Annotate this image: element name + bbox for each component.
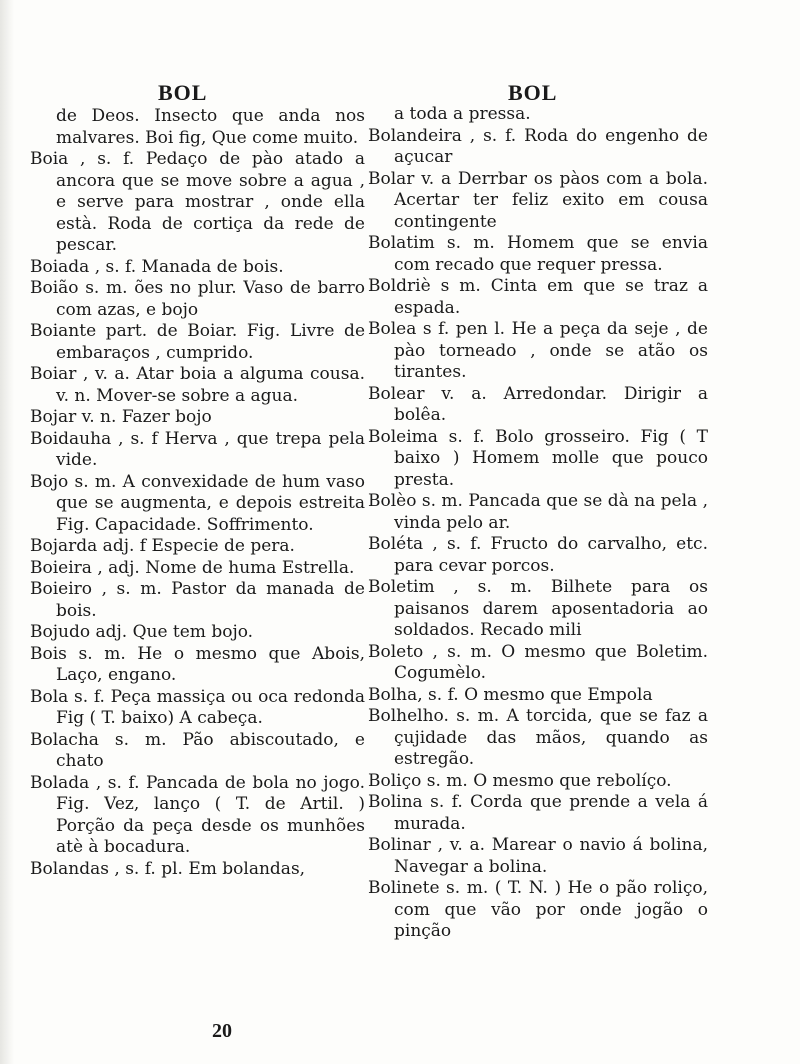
dictionary-entry: Boldriè s m. Cinta em que se traz a espada. <box>368 276 708 318</box>
dictionary-entry: Bolinete s. m. ( T. N. ) He o pão roliço, com que vão por onde jogão o pinção <box>368 878 708 941</box>
dictionary-entry: Bojar v. n. Fazer bojo <box>30 407 212 427</box>
right-column <box>368 104 708 943</box>
dictionary-entry: Bolandeira , s. f. Roda do engenho de açucar <box>368 125 708 167</box>
dictionary-entry: Bois s. m. He o mesmo que Abois, Laço, engano. <box>30 643 365 685</box>
dictionary-entry: Boião s. m. ões no plur. Vaso de barro com azas, e bojo <box>30 278 365 320</box>
right-running-header: BOL <box>508 80 558 105</box>
dictionary-entry: Bolha, s. f. O mesmo que Empola <box>368 684 653 705</box>
dictionary-entry: Bolear v. a. Arredondar. Dirigir a bolêa. <box>368 383 708 425</box>
page-edge-shadow <box>0 0 14 1064</box>
dictionary-entry: Boiar , v. a. Atar boia a alguma cousa. v. n. Mover-se sobre a agua. <box>30 364 365 406</box>
dictionary-entry: Bola s. f. Peça massiça ou oca redonda Fig ( T. baixo) A cabeça. <box>30 686 365 728</box>
dictionary-entry: Bojarda adj. f Especie de pera. <box>30 536 295 556</box>
dictionary-entry: Bolatim s. m. Homem que se envia com recado que requer pressa. <box>368 233 708 275</box>
dictionary-entry: Bolèo s. m. Pancada que se dà na pela , vinda pelo ar. <box>368 491 708 533</box>
dictionary-entry: Boia , s. f. Pedaço de pào atado a ancora que se move sobre a agua , e serve para mostrar , onde ella està. Roda de cortiça da rede de pescar. <box>30 149 365 255</box>
dictionary-entry: Bolina s. f. Corda que prende a vela á murada. <box>368 792 708 834</box>
dictionary-entry: Bolhelho. s. m. A torcida, que se faz a çujidade das mãos, quando as estregão. <box>368 706 708 769</box>
left-column <box>30 106 365 880</box>
dictionary-entry: a toda a pressa. <box>394 104 531 124</box>
dictionary-entry: de Deos. Insecto que anda nos malvares. Boi fig, Que come muito. <box>56 106 365 148</box>
dictionary-entry: Boiante part. de Boiar. Fig. Livre de embaraços , cumprido. <box>30 321 365 363</box>
dictionary-entry: Bolandas , s. f. pl. Em bolandas, <box>30 858 306 879</box>
dictionary-entry: Bolada , s. f. Pancada de bola no jogo. Fig. Vez, lanço ( T. de Artil. ) Porção da peça desde os munhões atè à bocadura. <box>30 772 365 857</box>
dictionary-entry: Bojudo adj. Que tem bojo. <box>30 622 254 642</box>
dictionary-entry: Bolacha s. m. Pão abiscoutado, e chato <box>30 729 365 771</box>
dictionary-entry: Boletim , s. m. Bilhete para os paisanos darem aposentadoria ao soldados. Recado mili <box>368 577 708 640</box>
dictionary-entry: Bolea s f. pen l. He a peça da seje , de pào torneado , onde se atão os tirantes. <box>368 319 708 382</box>
dictionary-entry: Bolinar , v. a. Marear o navio á bolina, Navegar a bolina. <box>368 835 708 877</box>
dictionary-entry: Bolar v. a Derrbar os pàos com a bola. Acertar ter feliz exito em cousa contingente <box>368 168 708 232</box>
dictionary-entry: Boleto , s. m. O mesmo que Boletim. Cogumèlo. <box>368 641 708 683</box>
dictionary-entry: Boieiro , s. m. Pastor da manada de bois. <box>30 579 365 621</box>
dictionary-entry: Boieira , adj. Nome de huma Estrella. <box>30 557 355 578</box>
left-running-header: BOL <box>158 80 208 105</box>
dictionary-entry: Boiada , s. f. Manada de bois. <box>30 256 284 277</box>
dictionary-entry: Boliço s. m. O mesmo que rebolíço. <box>368 770 672 791</box>
dictionary-entry: Bojo s. m. A convexidade de hum vaso que se augmenta, e depois estreita Fig. Capacidade. Soffrimento. <box>30 471 365 535</box>
dictionary-entry: Boléta , s. f. Fructo do carvalho, etc. para cevar porcos. <box>368 534 708 576</box>
dictionary-entry: Boidauha , s. f Herva , que trepa pela vide. <box>30 428 365 470</box>
dictionary-entry: Boleima s. f. Bolo grosseiro. Fig ( T baixo ) Homem molle que pouco presta. <box>368 426 708 490</box>
page-number: 20 <box>212 1020 232 1042</box>
